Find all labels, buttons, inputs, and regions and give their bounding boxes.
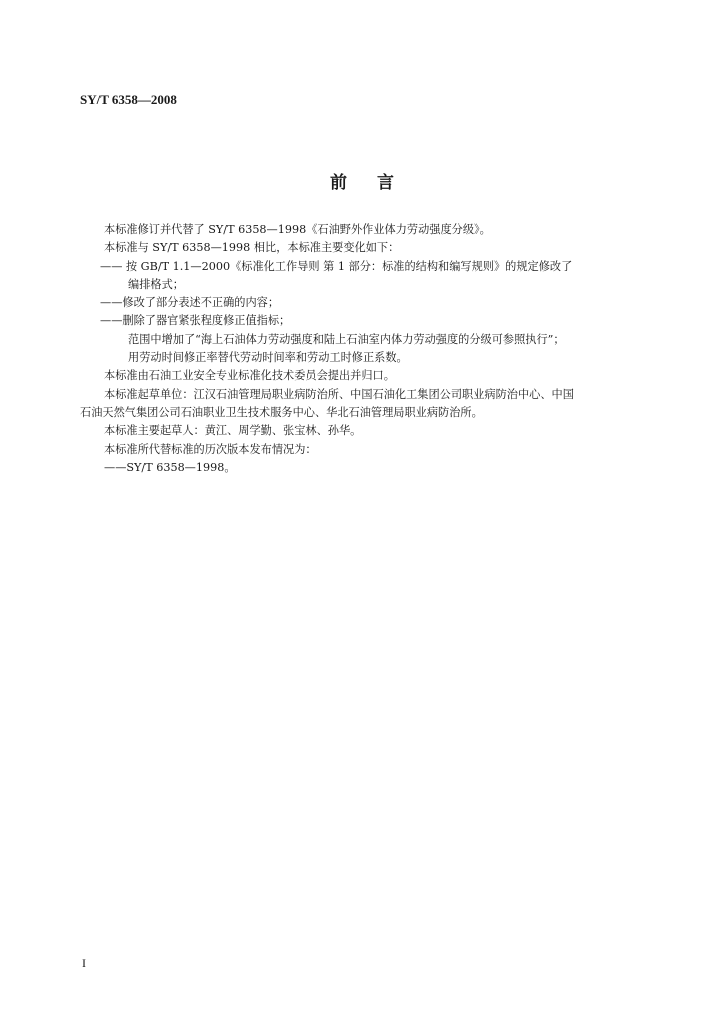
page-number: I xyxy=(82,956,86,970)
list-item-continuation: 用劳动时间修正率替代劳动时间率和劳动工时修正系数。 xyxy=(128,351,408,365)
paragraph-continuation: 石油天然气集团公司石油职业卫生技术服务中心、华北石油管理局职业病防治所。 xyxy=(80,405,483,419)
paragraph-line: 本标准起草单位：江汉石油管理局职业病防治所、中国石油化工集团公司职业病防治中心、中国 xyxy=(104,387,574,401)
standard-number: SY/T 6358—2008 xyxy=(80,92,177,107)
paragraph-line: 本标准由石油工业安全专业标准化技术委员会提出并归口。 xyxy=(104,369,395,383)
foreword-body xyxy=(80,221,645,477)
paragraph-line: 本标准修订并代替了 SY/T 6358—1998《石油野外作业体力劳动强度分级》。 xyxy=(104,223,491,236)
page-title: 前言 xyxy=(330,173,424,193)
list-item-line: —— 按 GB/T 1.1—2000《标准化工作导则 第 1 部分：标准的结构和编写规则》的规定修改了 xyxy=(100,259,573,273)
paragraph-line: 本标准所代替标准的历次版本发布情况为： xyxy=(104,442,317,456)
paragraph-line: 本标准与 SY/T 6358—1998 相比，本标准主要变化如下： xyxy=(104,241,400,255)
list-item-line: ——SY/T 6358—1998。 xyxy=(104,460,236,474)
list-item-continuation: 编排格式； xyxy=(128,277,184,291)
list-item-line: ——修改了部分表述不正确的内容； xyxy=(100,296,280,310)
list-item-continuation: 范围中增加了“海上石油体力劳动强度和陆上石油室内体力劳动强度的分级可参照执行”； xyxy=(128,332,565,346)
paragraph-line: 本标准主要起草人：黄江、周学勤、张宝林、孙华。 xyxy=(104,424,362,438)
list-item-line: ——删除了器官紧张程度修正值指标； xyxy=(100,314,291,328)
